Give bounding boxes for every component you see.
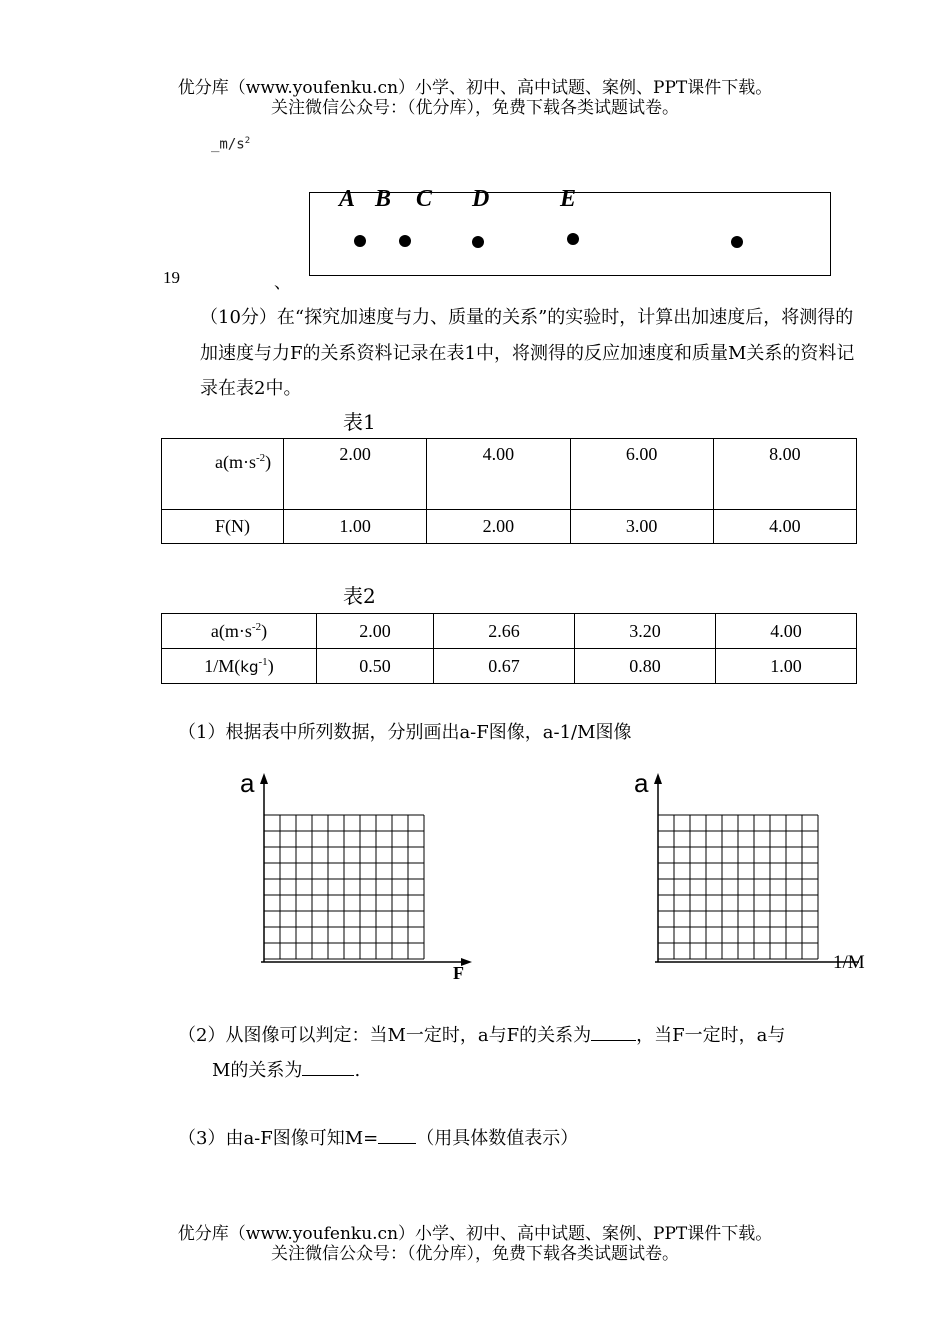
table1-cell: 3.00 bbox=[570, 510, 713, 544]
table2-caption: 表2 bbox=[343, 584, 376, 608]
table-1 bbox=[161, 438, 857, 544]
table1-header-acceleration: $a(m\cdot s^{-2})$ bbox=[162, 439, 284, 510]
answer-blank-2[interactable] bbox=[302, 1075, 354, 1076]
table-2 bbox=[161, 613, 857, 684]
part-1-text: （1）根据表中所列数据，分别画出a-F图像，a-1/M图像 bbox=[178, 722, 632, 743]
question-intro: （10分）在“探究加速度与力、质量的关系”的实验时，计算出加速度后，将测得的加速度与力F的关系资料记录在表1中，将测得的反应加速度和质量M关系的资料记录在表2中。 bbox=[200, 307, 855, 399]
table2-row-inverse-mass bbox=[162, 649, 857, 684]
graph1-y-label: a bbox=[240, 768, 255, 798]
question-number: 19 bbox=[163, 268, 180, 287]
tape-dot-e bbox=[731, 236, 743, 248]
footer-line-2: 关注微信公众号：（优分库），免费下载各类试题试卷。 bbox=[271, 1244, 679, 1264]
graph1-x-label: F bbox=[453, 963, 464, 983]
table1-cell: 4.00 bbox=[427, 439, 570, 510]
header-line-2: 关注微信公众号：（优分库），免费下载各类试题试卷。 bbox=[271, 98, 679, 118]
point-label-e: E bbox=[560, 186, 577, 212]
table2-header-inverse-mass: $1/M(kg^{-1})$ bbox=[162, 649, 317, 684]
table1-row-acceleration bbox=[162, 439, 857, 510]
graph-a-inverse-m-grid bbox=[658, 815, 818, 959]
table2-header-acceleration: $a(m\cdot s^{-2})$ bbox=[162, 614, 317, 649]
point-label-b: B bbox=[375, 186, 392, 212]
table2-row-acceleration bbox=[162, 614, 857, 649]
graph-a-inverse-m bbox=[649, 770, 869, 970]
tape-dot-a bbox=[354, 235, 366, 247]
graph2-x-label: 1/M bbox=[833, 952, 865, 973]
table2-cell: 0.80 bbox=[575, 649, 716, 684]
tape-dot-b bbox=[399, 235, 411, 247]
question-dun-mark: 、 bbox=[274, 273, 291, 293]
table2-cell: 0.67 bbox=[434, 649, 575, 684]
table1-caption: 表1 bbox=[343, 410, 376, 434]
part-2-line-2: M的关系为 . bbox=[212, 1060, 361, 1081]
point-label-c: C bbox=[416, 186, 433, 212]
unit-fragment bbox=[211, 136, 250, 153]
unit-exponent: 2 bbox=[244, 136, 251, 146]
table2-cell: 0.50 bbox=[317, 649, 434, 684]
y-axis-arrow-icon bbox=[654, 773, 662, 784]
graph2-y-label: a bbox=[634, 768, 649, 798]
table1-row-force bbox=[162, 510, 857, 544]
table1-cell: 1.00 bbox=[284, 510, 427, 544]
part-2-line-1: （2）从图像可以判定：当M一定时，a与F的关系为 ，当F一定时，a与 bbox=[178, 1025, 786, 1046]
y-axis-arrow-icon bbox=[260, 773, 268, 784]
unit-text: _m/s bbox=[211, 136, 245, 153]
table1-cell: 8.00 bbox=[713, 439, 856, 510]
table1-header-force: F(N) bbox=[162, 510, 284, 544]
point-label-a: A bbox=[339, 186, 356, 212]
table2-cell: 2.00 bbox=[317, 614, 434, 649]
table1-cell: 2.00 bbox=[284, 439, 427, 510]
table2-cell: 2.66 bbox=[434, 614, 575, 649]
answer-blank-3[interactable] bbox=[378, 1143, 416, 1144]
table1-cell: 2.00 bbox=[427, 510, 570, 544]
table1-cell: 6.00 bbox=[570, 439, 713, 510]
tape-dot-d bbox=[567, 233, 579, 245]
part-3-line: （3）由a-F图像可知M= （用具体数值表示） bbox=[178, 1128, 579, 1149]
graph-a-inverse-m-axes bbox=[655, 780, 859, 962]
graph-a-f bbox=[255, 770, 475, 970]
tape-dot-c bbox=[472, 236, 484, 248]
graph-a-f-axes bbox=[261, 780, 465, 962]
answer-blank-1[interactable] bbox=[591, 1040, 636, 1041]
table2-cell: 3.20 bbox=[575, 614, 716, 649]
point-label-d: D bbox=[472, 186, 490, 212]
table2-cell: 1.00 bbox=[716, 649, 857, 684]
footer-line-1: 优分库（www.youfenku.cn）小学、初中、高中试题、案例、PPT课件下载。 bbox=[177, 1224, 773, 1244]
header-line-1: 优分库（www.youfenku.cn）小学、初中、高中试题、案例、PPT课件下载。 bbox=[177, 78, 773, 98]
table2-cell: 4.00 bbox=[716, 614, 857, 649]
table1-cell: 4.00 bbox=[713, 510, 856, 544]
graph-a-f-grid bbox=[264, 815, 424, 959]
